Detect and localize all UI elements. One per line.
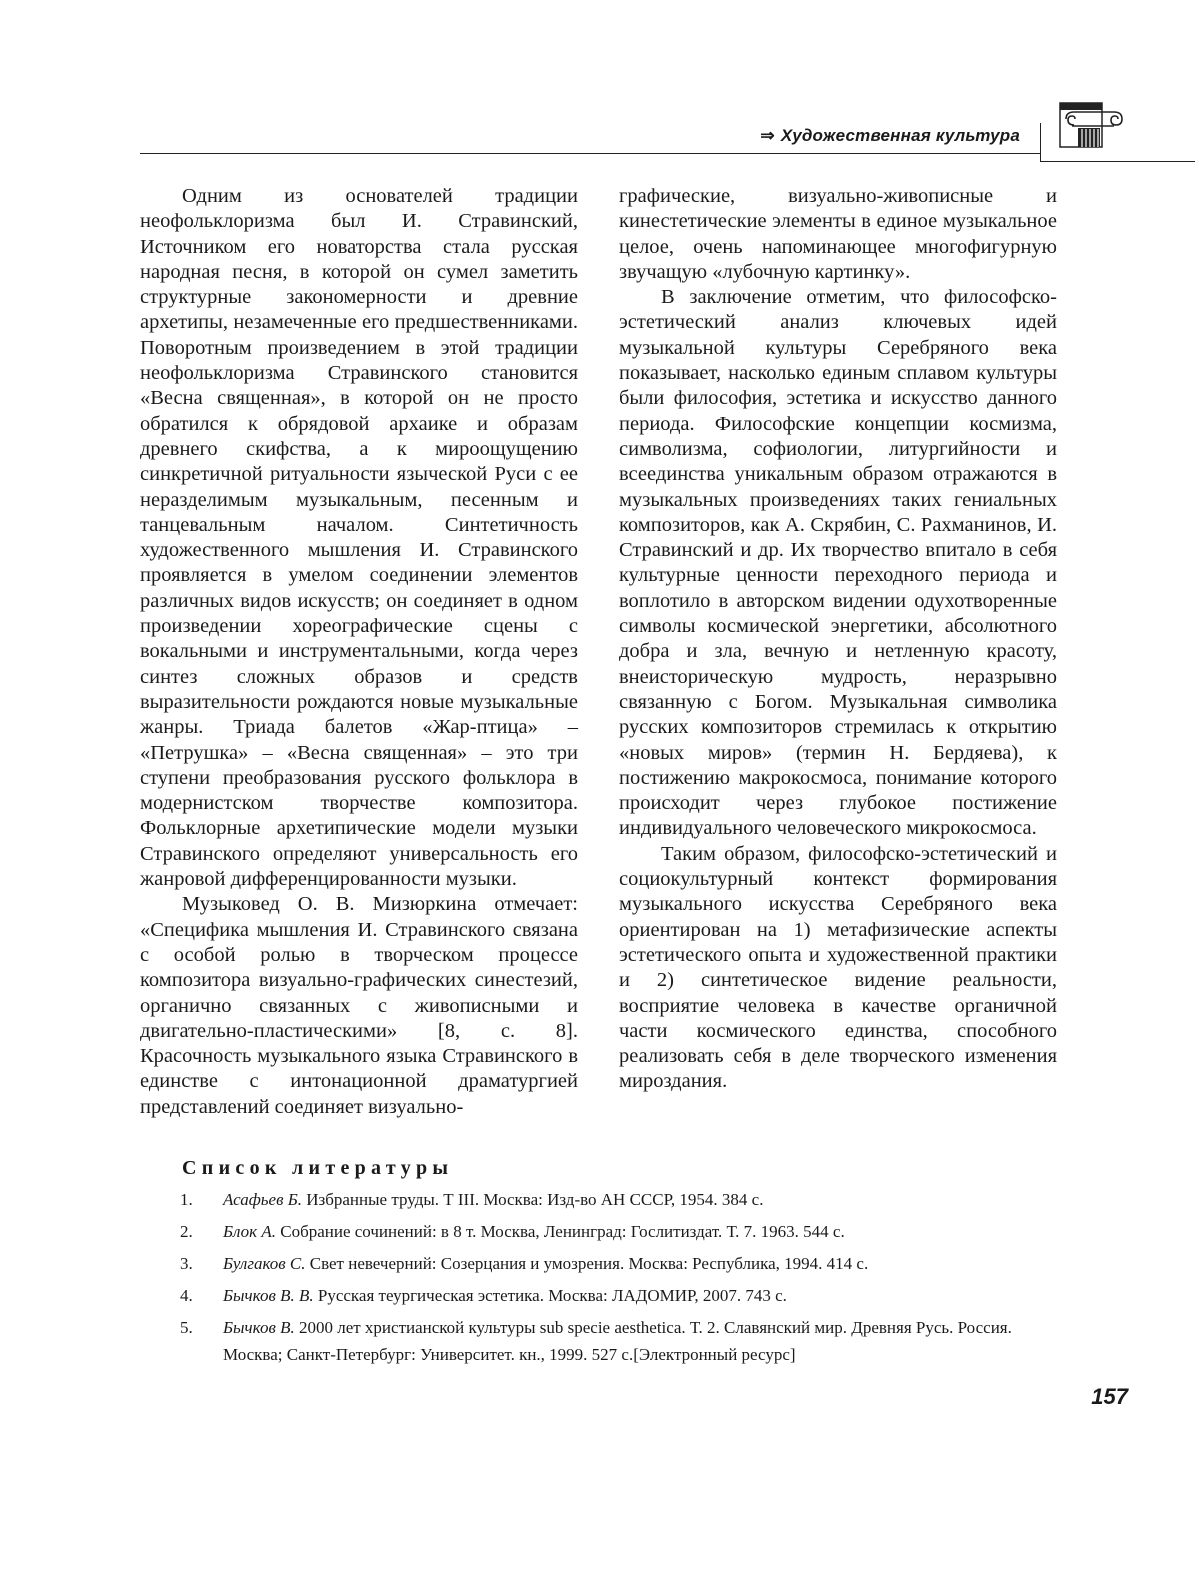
references-heading: Список литературы xyxy=(182,1157,454,1179)
arrow-icon: ⇒ xyxy=(760,126,775,145)
reference-number: 2. xyxy=(180,1222,193,1241)
ionic-column-capital-icon xyxy=(1058,101,1126,149)
page-number: 157 xyxy=(1091,1384,1128,1409)
reference-item xyxy=(180,1314,1020,1368)
reference-author: Бычков В. xyxy=(223,1318,295,1337)
reference-item xyxy=(180,1282,1020,1309)
reference-number: 3. xyxy=(180,1254,193,1273)
reference-number: 5. xyxy=(180,1318,193,1337)
reference-text: 2000 лет христианской культуры sub specie aesthetica. Т. 2. Славянский мир. Древняя Русь. Россия. Москва; Санкт-Петербург: Университет. кн., 1999. 527 с.[Электронный ресурс] xyxy=(223,1318,1012,1364)
right-column xyxy=(619,184,1057,1095)
header-rule-bracket xyxy=(1040,123,1041,161)
reference-text: Собрание сочинений: в 8 т. Москва, Ленинград: Гослитиздат. Т. 7. 1963. 544 с. xyxy=(280,1222,845,1241)
reference-item xyxy=(180,1218,1020,1245)
header-rule xyxy=(140,153,1040,154)
paragraph: Музыковед О. В. Мизюркина отмечает: «Специфика мышления И. Стравинского связана с особой ролью в творческом процессе композитора визуально-графических синестезий, органично связанных с живописными и двигательно-пластическими» [8, с. 8]. Красочность музыкального языка Стравинского в единстве с интонационной драматургией представлений соединяет визуально- xyxy=(140,893,578,1118)
reference-author: Бычков В. В. xyxy=(223,1286,314,1305)
paragraph: В заключение отметим, что философско-эстетический анализ ключевых идей музыкальной культуры Серебряного века показывает, насколько единым сплавом культуры были философия, эстетика и искусство данного периода. Философские концепции космизма, символизма, софиологии, литургийности и всеединства уникальным образом отражаются в музыкальных произведениях таких гениальных композиторов, как А. Скрябин, С. Рахманинов, И. Стравинский и др. Их творчество впитало в себя культурные ценности переходного периода и воплотило в авторском видении одухотворенные символы космической энергетики, абсолютного добра и зла, вечную и нетленную красоту, внеисторическую мудрость, неразрывно связанную с Богом. Музыкальная символика русских композиторов стремилась к открытию «новых миров» (термин Н. Бердяева), к постижению макрокосмоса, понимание которого происходит через глубокое постижение индивидуального человеческого микрокосмоса. xyxy=(619,286,1057,840)
header-rule-right xyxy=(1040,161,1195,162)
reference-author: Асафьев Б. xyxy=(223,1190,302,1209)
reference-text: Русская теургическая эстетика. Москва: ЛАДОМИР, 2007. 743 с. xyxy=(317,1286,787,1305)
reference-number: 1. xyxy=(180,1190,193,1209)
references-list xyxy=(180,1186,1020,1373)
paragraph: Одним из основателей традиции неофольклоризма был И. Стравинский, Источником его новаторства стала русская народная песня, в которой он сумел заметить структурные закономерности и древние архетипы, незамеченные его предшественниками. Поворотным произведением в этой традиции неофольклоризма Стравинского становится «Весна священная», в которой он не просто обратился к обрядовой архаике и образам древнего скифства, а к мироощущению синкретичной ритуальности языческой Руси с ее неразделимым музыкальным, песенным и танцевальным началом. Синтетичность художественного мышления И. Стравинского проявляется в умелом соединении элементов различных видов искусств; он соединяет в одном произведении хореографические сцены с вокальными и инструментальными, когда через синтез сложных образов и средств выразительности рождаются новые музыкальные жанры. Триада балетов «Жар-птица» – «Петрушка» – «Весна священная» – это три ступени преобразования русского фольклора в модернистском творчестве композитора. Фольклорные архетипические модели музыки Стравинского определяют универсальность его жанровой дифференцированности музыки. xyxy=(140,185,578,891)
paragraph: Таким образом, философско-эстетический и социокультурный контекст формирования музыкального искусства Серебряного века ориентирован на 1) метафизические аспекты эстетического опыта и художественной практики и 2) синтетическое видение реальности, восприятие человека в качестве органичной части космического единства, способного реализовать себя в деле творческого изменения мироздания. xyxy=(619,842,1057,1093)
left-column xyxy=(140,184,578,1120)
reference-text: Избранные труды. Т III. Москва: Изд-во АН СССР, 1954. 384 с. xyxy=(306,1190,764,1209)
paragraph-continuation: графические, визуально-живописные и кинестетические элементы в единое музыкальное целое, очень напоминающее многофигурную звучащую «лубочную картинку». xyxy=(619,185,1057,283)
reference-item xyxy=(180,1250,1020,1277)
running-header xyxy=(700,126,1020,146)
reference-number: 4. xyxy=(180,1286,193,1305)
reference-item xyxy=(180,1186,1020,1213)
reference-author: Блок А. xyxy=(223,1222,276,1241)
reference-text: Свет невечерний: Созерцания и умозрения. Москва: Республика, 1994. 414 с. xyxy=(309,1254,869,1273)
reference-author: Булгаков С. xyxy=(223,1254,306,1273)
section-title: Художественная культура xyxy=(780,126,1020,145)
